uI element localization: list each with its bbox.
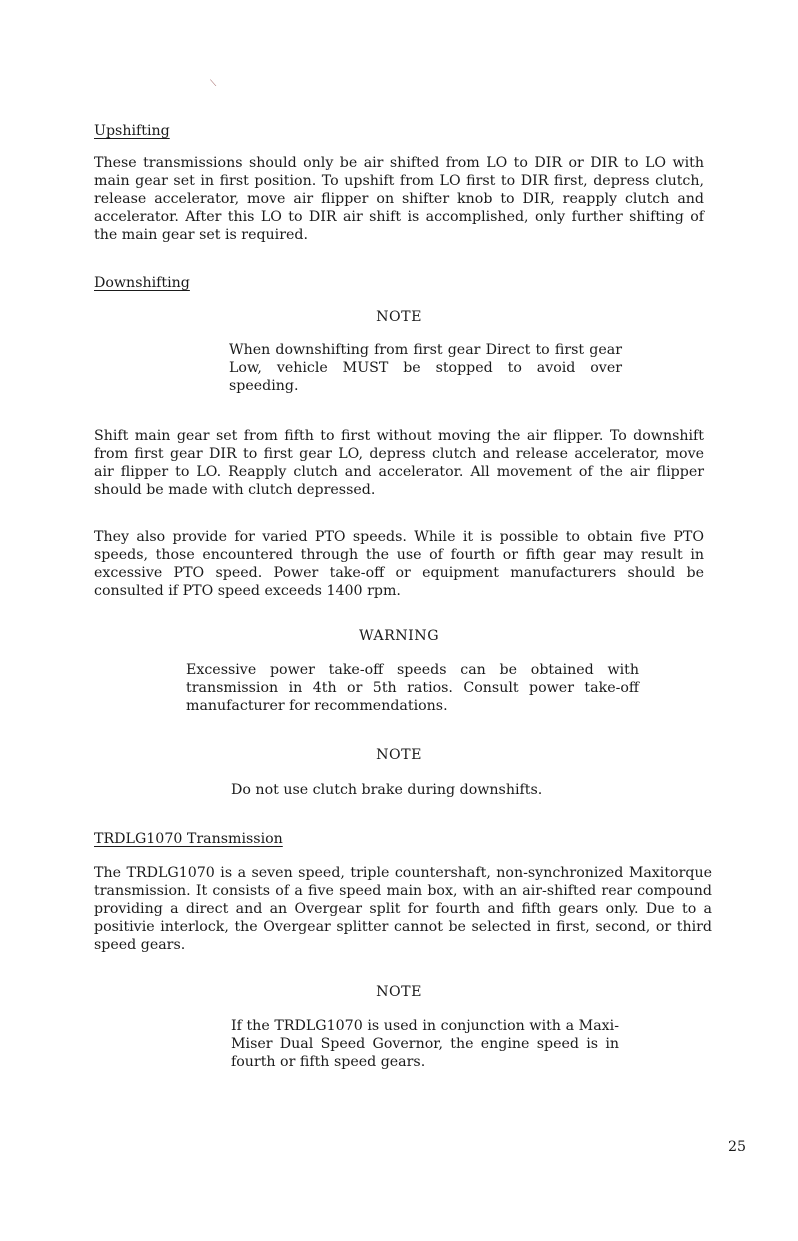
note-text-clutch-brake: Do not use clutch brake during downshifts. bbox=[231, 782, 543, 798]
page-number: 25 bbox=[728, 1139, 747, 1155]
note-text-trdlg1070: If the TRDLG1070 is used in conjunction with a Maxi-Miser Dual Speed Governor, the engine speed is in fourth or fifth speed gears. bbox=[231, 1018, 619, 1070]
heading-upshifting: Upshifting bbox=[94, 123, 170, 139]
warning-title: WARNING bbox=[358, 628, 440, 644]
note-text-downshifting: When downshifting from first gear Direct to first gear Low, vehicle MUST be stopped to avoid over speeding. bbox=[229, 342, 622, 394]
note-title-downshifting: NOTE bbox=[376, 309, 422, 325]
ink-speck: ⟍ bbox=[210, 79, 217, 89]
paragraph-trdlg1070: The TRDLG1070 is a seven speed, triple countershaft, non-synchronized Maxitorque transmission. It consists of a five speed main box, with an air-shifted rear compound providing a direct and an Overgear split for fourth and fifth gears only. Due to a positivie interlock, the Overgear splitter cannot be selected in first, second, or third speed gears. bbox=[94, 865, 712, 953]
paragraph-downshifting: Shift main gear set from fifth to first without moving the air flipper. To downshift from first gear DIR to first gear LO, depress clutch and release accelerator, move air flipper to LO. Reapply clutch and accelerator. All movement of the air flipper should be made with clutch depressed. bbox=[94, 428, 704, 498]
heading-trdlg1070: TRDLG1070 Transmission bbox=[94, 831, 283, 847]
heading-downshifting: Downshifting bbox=[94, 275, 190, 291]
paragraph-upshifting: These transmissions should only be air shifted from LO to DIR or DIR to LO with main gear set in first position. To upshift from LO first to DIR first, depress clutch, release accelerator, move air flipper on shifter knob to DIR, reapply clutch and accelerator. After this LO to DIR air shift is accomplished, only further shifting of the main gear set is required. bbox=[94, 155, 704, 243]
note-title-trdlg1070: NOTE bbox=[376, 984, 422, 1000]
warning-text: Excessive power take-off speeds can be obtained with transmission in 4th or 5th ratios. Consult power take-off manufacturer for recommendations. bbox=[186, 662, 639, 714]
paragraph-pto: They also provide for varied PTO speeds. While it is possible to obtain five PTO speeds, those encountered through the use of fourth or fifth gear may result in excessive PTO speed. Power take-off or equipment manufacturers should be consulted if PTO speed exceeds 1400 rpm. bbox=[94, 529, 704, 599]
note-title-clutch-brake: NOTE bbox=[376, 747, 422, 763]
